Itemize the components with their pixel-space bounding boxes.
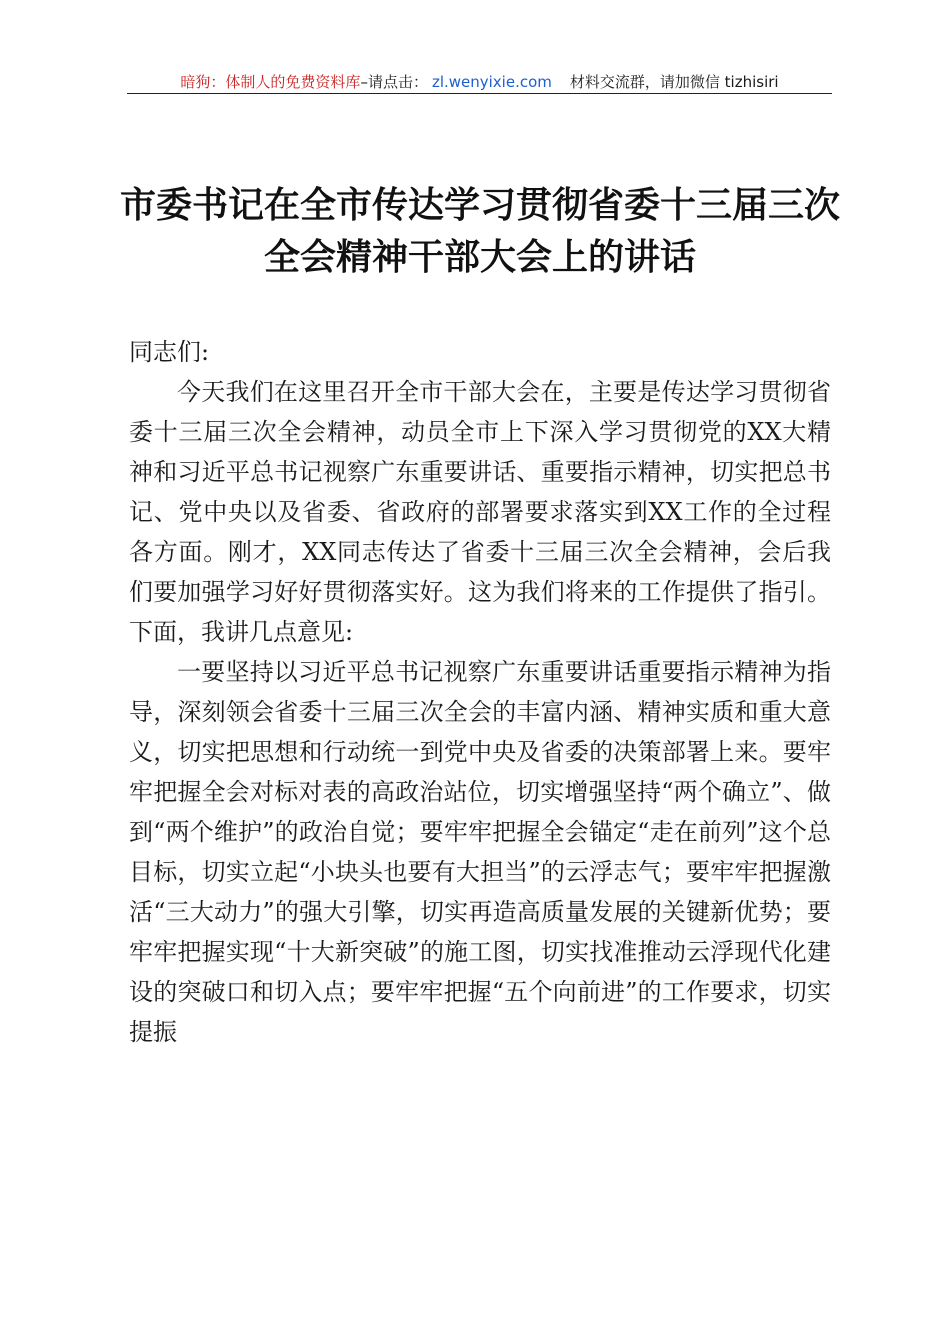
source-label: 暗狗：体制人的免费资料库 [180,73,361,91]
body-paragraph-1: 今天我们在这里召开全市干部大会在，主要是传达学习贯彻省委十三届三次全会精神，动员全市上下深入学习贯彻党的XX大精神和习近平总书记视察广东重要讲话、重要指示精神，切实把总书记、党中央以及省委、省政府的部署要求落实到XX工作的全过程各方面。刚才，XX同志传达了省委十三届三次全会精神，会后我们要加强学习好好贯彻落实好。这为我们将来的工作提供了指引。下面，我讲几点意见: [129,378,831,646]
title-line-2: 全会精神干部大会上的讲话 [263,237,696,278]
click-prompt: –请点击： [360,73,428,91]
title-line-1: 市委书记在全市传达学习贯彻省委十三届三次 [119,185,840,226]
contact-text: 材料交流群，请加微信 tizhisiri [569,73,779,91]
header-divider [127,93,832,94]
document-body [129,332,831,1052]
header-banner [127,66,832,92]
body-paragraph-2: 一要坚持以习近平总书记视察广东重要讲话重要指示精神为指导，深刻领会省委十三届三次全会的丰富内涵、精神实质和重大意义，切实把思想和行动统一到党中央及省委的决策部署上来。要牢牢把握全会对标对表的高政治站位，切实增强坚持“两个确立”、做到“两个维护”的政治自觉；要牢牢把握全会锚定“走在前列”这个总目标，切实立起“小块头也要有大担当”的云浮志气；要牢牢把握激活“三大动力”的强大引擎，切实再造高质量发展的关键新优势；要牢牢把握实现“十大新突破”的施工图，切实找准推动云浮现代化建设的突破口和切入点；要牢牢把握“五个向前进”的工作要求，切实提振 [129,658,831,1046]
source-link[interactable]: zl.wenyixie.com [431,73,552,91]
salutation: 同志们: [129,338,210,366]
document-title [110,180,850,284]
